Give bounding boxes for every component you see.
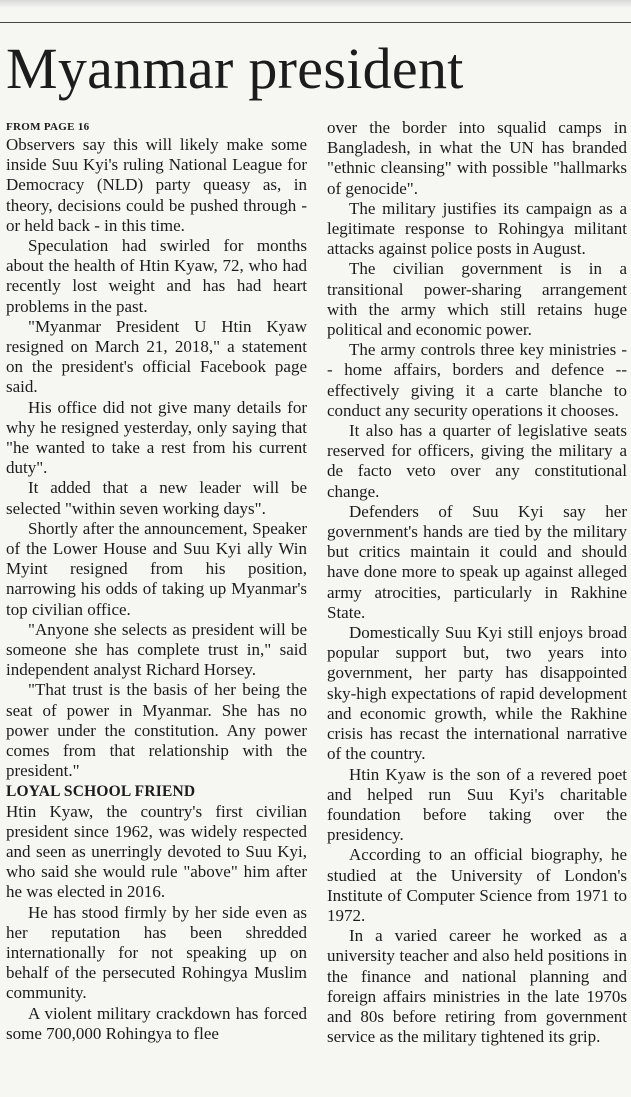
right-column [327, 118, 627, 1047]
paragraph: Htin Kyaw is the son of a revered poet and helped run Suu Kyi's charitable foundation before taking over the presidency. [327, 764, 627, 845]
continued-from-label: FROM PAGE 16 [6, 121, 90, 133]
paragraph: The army controls three key ministries -- home affairs, borders and defence -- effectively giving it a carte blanche to conduct any security operations it chooses. [327, 340, 627, 420]
paragraph: According to an official biography, he studied at the University of London's Institute of Computer Science from 1971 to 1972. [327, 845, 627, 925]
paragraph: "Myanmar President U Htin Kyaw resigned on March 21, 2018," a statement on the president's official Facebook page said. [6, 316, 307, 397]
previous-page-edge [0, 0, 631, 8]
paragraph: over the border into squalid camps in Bangladesh, in what the UN has branded "ethnic cleansing" with possible "hallmarks of genocide". [327, 118, 627, 198]
paragraph: The military justifies its campaign as a legitimate response to Rohingya militant attacks against police posts in August. [327, 198, 627, 259]
paragraph: The civilian government is in a transitional power-sharing arrangement with the army which still retains huge political and economic power. [327, 259, 627, 340]
paragraph: Observers say this will likely make some inside Suu Kyi's ruling National League for Democracy (NLD) party queasy as, in theory, decisions could be pushed through - or held back - in this time. [6, 135, 307, 235]
paragraph: It also has a quarter of legislative seats reserved for officers, giving the military a de facto veto over any constitutional change. [327, 421, 627, 501]
paragraph: "That trust is the basis of her being the seat of power in Myanmar. She has no power under the constitution. Any power comes from that relationship with the president." [6, 680, 307, 781]
paragraph: Domestically Suu Kyi still enjoys broad popular support but, two years into government, her party has disappointed sky-high expectations of rapid development and economic growth, while the Rakhine crisis has recast the international narrative of the country. [327, 623, 627, 764]
header-rule [0, 22, 631, 23]
section-subhead: LOYAL SCHOOL FRIEND [6, 782, 196, 800]
paragraph: It added that a new leader will be selected "within seven working days". [6, 478, 307, 518]
paragraph: Speculation had swirled for months about the health of Htin Kyaw, 72, who had recently lost weight and has had heart problems in the past. [6, 236, 307, 316]
paragraph: Defenders of Suu Kyi say her government's hands are tied by the military but critics maintain it could and should have done more to speak up against alleged army atrocities, particularly in Rakhine State. [327, 501, 627, 622]
paragraph: Htin Kyaw, the country's first civilian president since 1962, was widely respected and seen as unerringly devoted to Suu Kyi, who said she would rule "above" him after he was elected in 2016. [6, 801, 307, 902]
paragraph: His office did not give many details for why he resigned yesterday, only saying that "he wanted to take a rest from his current duty". [6, 397, 307, 478]
paragraph: Shortly after the announcement, Speaker of the Lower House and Suu Kyi ally Win Myint resigned from his position, narrowing his odds of taking up Myanmar's top civilian office. [6, 518, 307, 619]
headline: Myanmar president [6, 36, 464, 101]
paragraph: A violent military crackdown has forced some 700,000 Rohingya to flee [6, 1003, 307, 1043]
paragraph: "Anyone she selects as president will be someone she has complete trust in," said independent analyst Richard Horsey. [6, 619, 307, 680]
paragraph: In a varied career he worked as a university teacher and also held positions in the finance and national planning and foreign affairs ministries in the late 1970s and 80s before retiring from government service as the military tightened its grip. [327, 926, 627, 1047]
left-column [6, 117, 307, 1044]
paragraph: He has stood firmly by her side even as her reputation has been shredded internationally for not speaking up on behalf of the persecuted Rohingya Muslim community. [6, 902, 307, 1003]
